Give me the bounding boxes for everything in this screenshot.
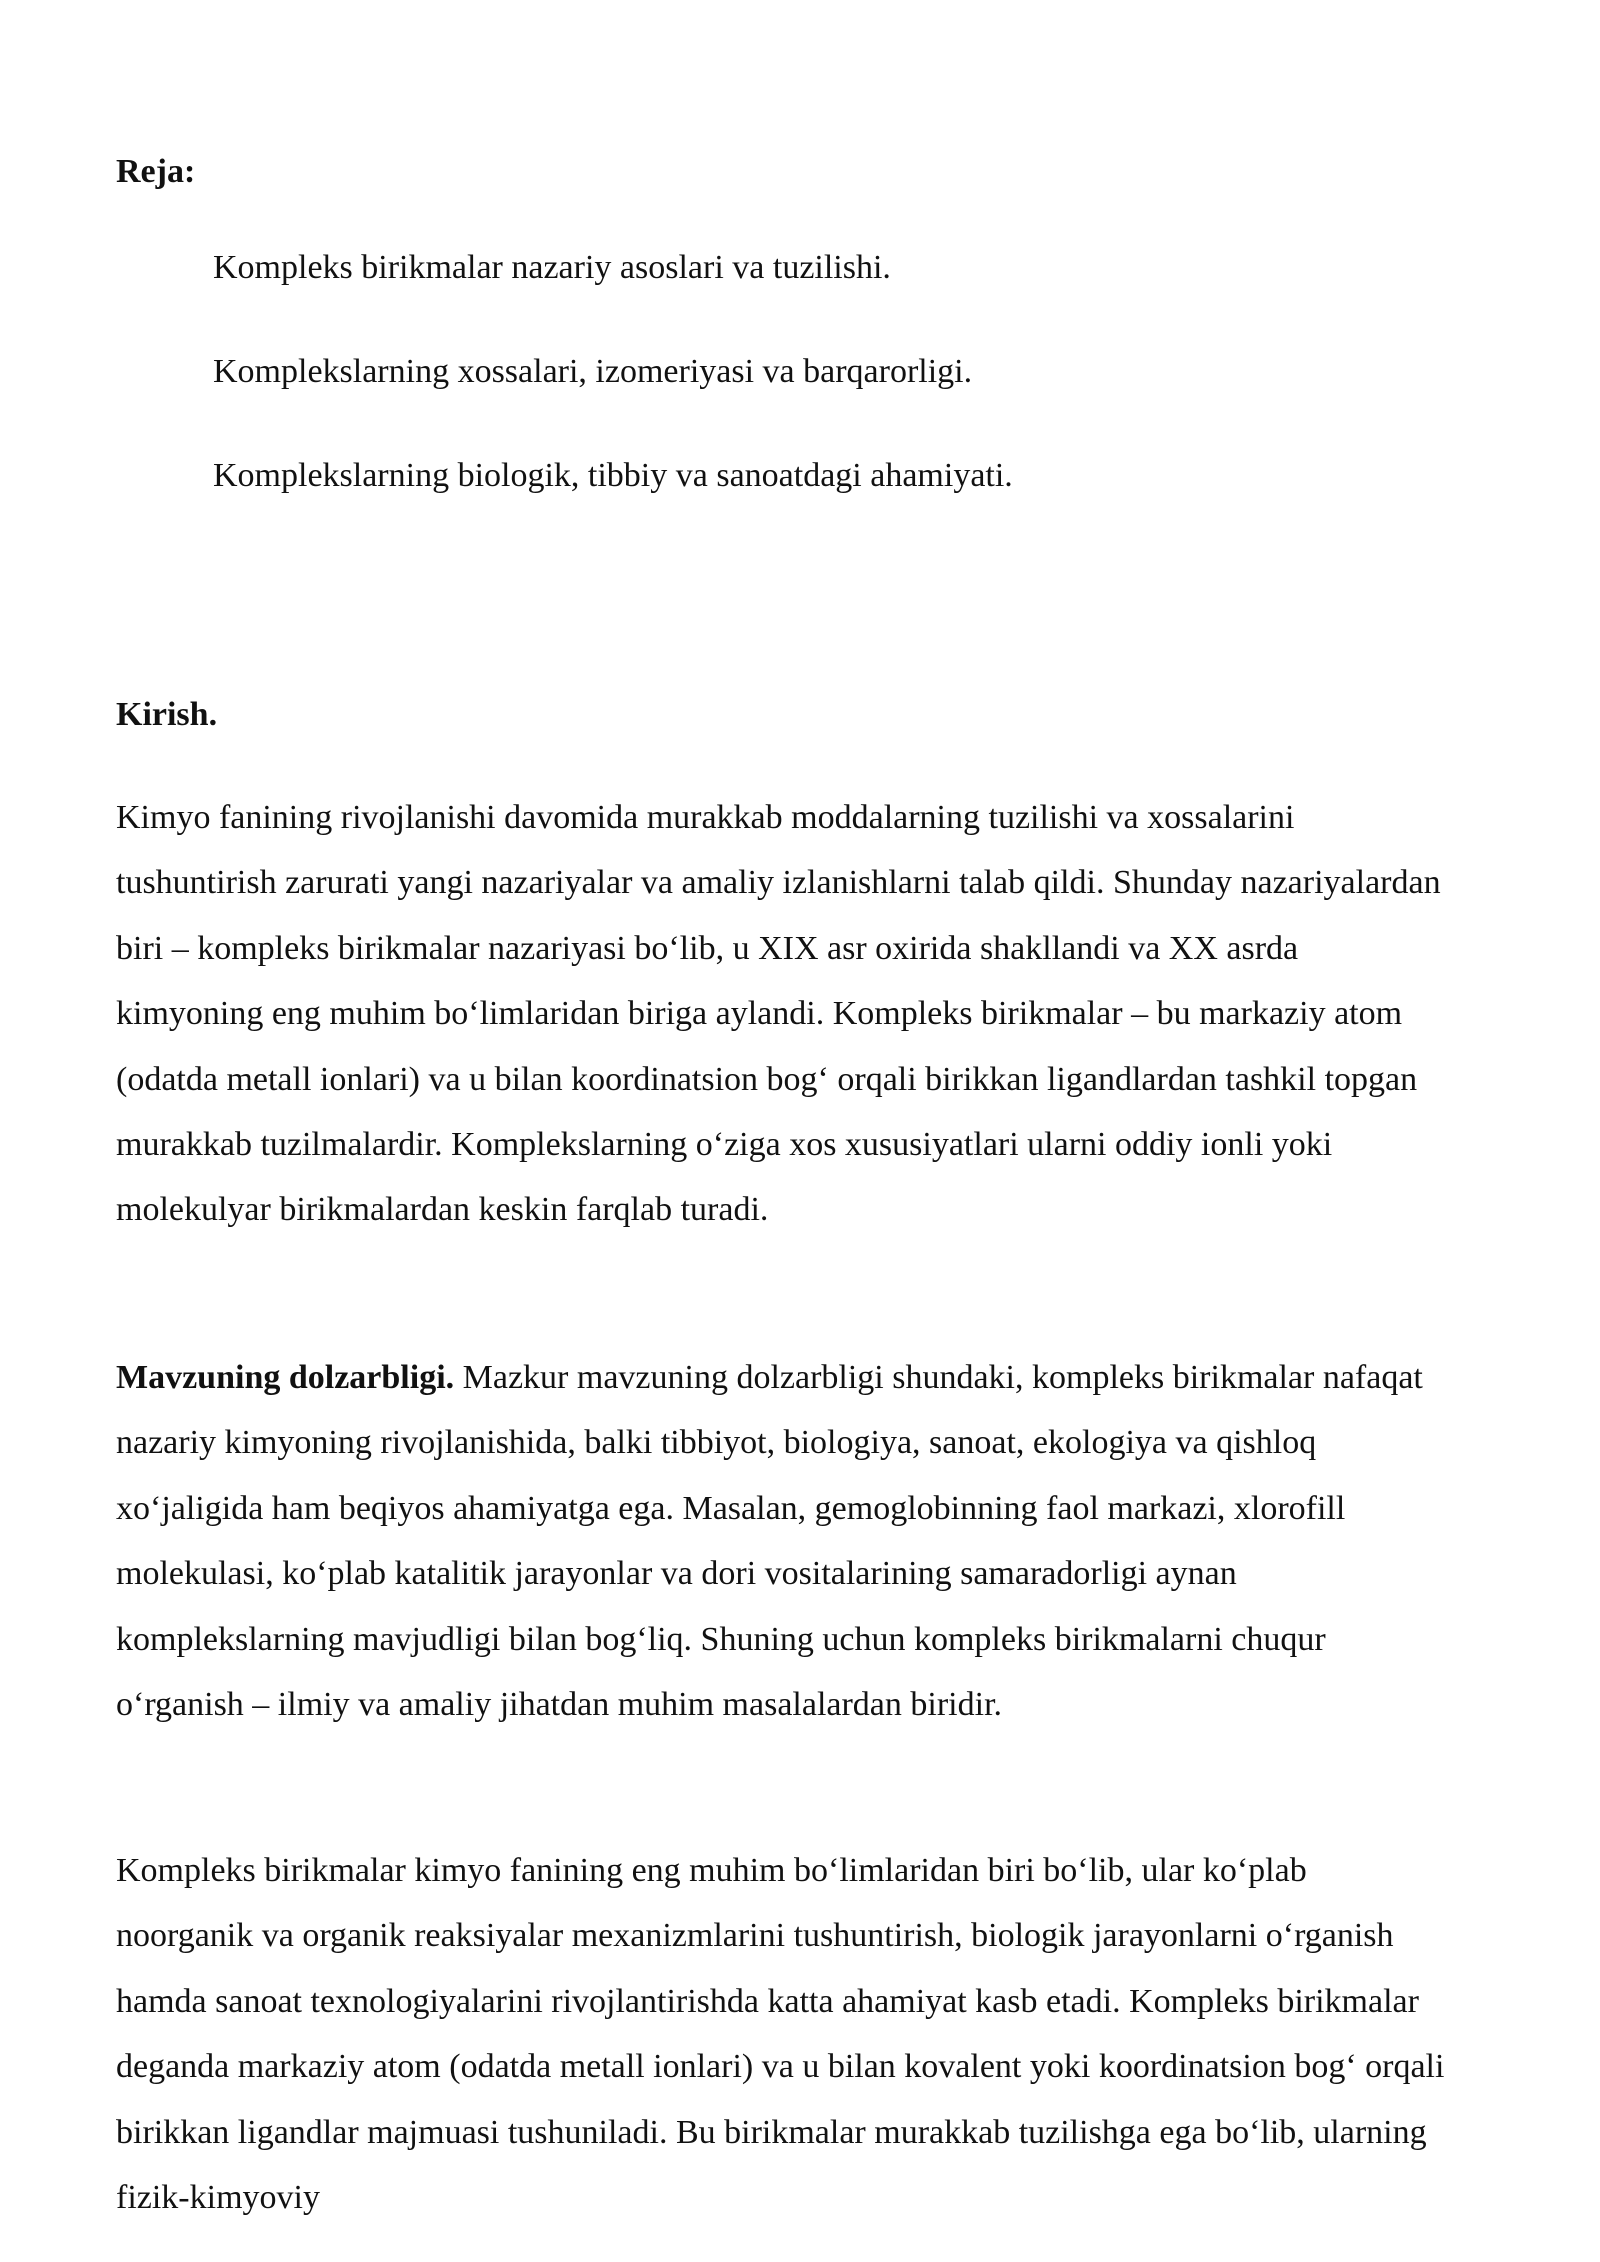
plan-item: Komplekslarning biologik, tibbiy va sanoatdagi ahamiyati. (213, 457, 1013, 494)
intro-paragraph: Kimyo fanining rivojlanishi davomida murakkab moddalarning tuzilishi va xossalarini tushuntirish zarurati yangi nazariyalar va amaliy izlanishlarni talab qildi. Shunday nazariyalardan biri – kompleks birikmalar nazariyasi bo‘lib, u XIX asr oxirida shakllandi va XX asrda kimyoning eng muhim bo‘limlaridan biriga aylandi. Kompleks birikmalar – bu markaziy atom (odatda metall ionlari) va u bilan koordinatsion bog‘ orqali birikkan ligandlardan tashkil topgan murakkab tuzilmalardir. Komplekslarning o‘ziga xos xususiyatlari ularni oddiy ionli yoki molekulyar birikmalardan keskin farqlab turadi. (116, 799, 1441, 1229)
plan-item: Kompleks birikmalar nazariy asoslari va tuzilishi. (213, 249, 891, 286)
body-paragraph: Kompleks birikmalar kimyo fanining eng muhim bo‘limlaridan biri bo‘lib, ular ko‘plab noorganik va organik reaksiyalar mexanizmlarini tushuntirish, biologik jarayonlarni o‘rganish hamda sanoat texnologiyalarini rivojlantirishda katta ahamiyat kasb etadi. Kompleks birikmalar deganda markaziy atom (odatda metall ionlari) va u bilan kovalent yoki koordinatsion bog‘ orqali birikkan ligandlar majmuasi tushuniladi. Bu birikmalar murakkab tuzilishga ega bo‘lib, ularning fizik-kimyoviy (116, 1852, 1445, 2217)
relevance-label: Mavzuning dolzarbligi. (116, 1359, 455, 1396)
relevance-text: Mazkur mavzuning dolzarbligi shundaki, kompleks birikmalar nafaqat nazariy kimyoning rivojlanishida, balki tibbiyot, biologiya, sanoat, ekologiya va qishloq xo‘jaligida ham beqiyos ahamiyatga ega. Masalan, gemoglobinning faol markazi, xlorofill molekulasi, ko‘plab katalitik jarayonlar va dori vositalarining samaradorligi aynan komplekslarning mavjudligi bilan bog‘liq. Shuning uchun kompleks birikmalarni chuqur o‘rganish – ilmiy va amaliy jihatdan muhim masalalardan biridir. (116, 1359, 1423, 1724)
relevance-paragraph (116, 1345, 1446, 1737)
intro-heading: Kirish. (116, 696, 218, 733)
plan-list (213, 248, 1013, 560)
plan-item: Komplekslarning xossalari, izomeriyasi va barqarorligi. (213, 353, 973, 390)
plan-heading: Reja: (116, 153, 196, 190)
